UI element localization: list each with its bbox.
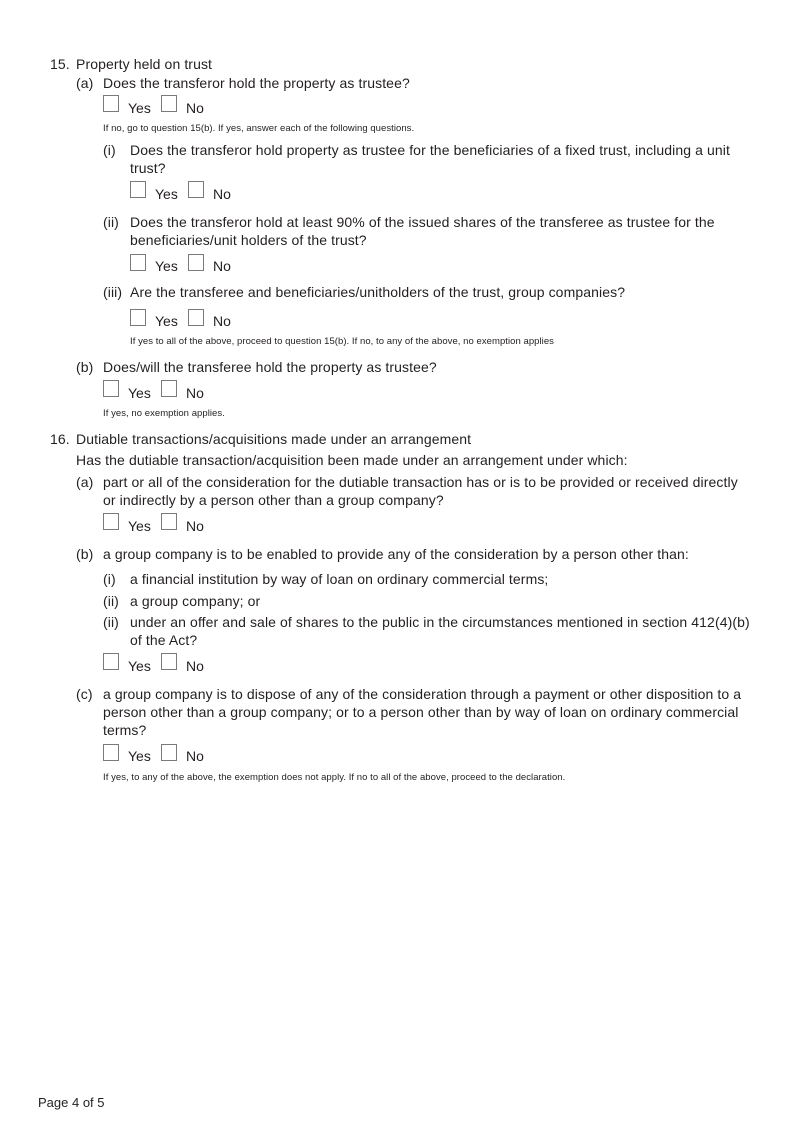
q16a-line1: part or all of the consideration for the dutiable transaction has or is to be provided or received directly — [103, 474, 738, 490]
q15aii-yes-checkbox[interactable] — [130, 254, 146, 271]
q16bii2-line1: under an offer and sale of shares to the public in the circumstances mentioned in section 412(4)(b) — [130, 614, 750, 630]
q16a-yes-label: Yes — [128, 518, 151, 534]
q16bii2-marker: (ii) — [103, 614, 119, 630]
q15ai-no-checkbox[interactable] — [188, 181, 204, 198]
q16a-no-checkbox[interactable] — [161, 513, 177, 530]
q15a-no-checkbox[interactable] — [161, 95, 177, 112]
q15aii-line2: beneficiaries/unit holders of the trust? — [130, 232, 367, 248]
q15aii-no-label: No — [213, 258, 231, 274]
q15a-yes-label: Yes — [128, 100, 151, 116]
q16a-yes-checkbox[interactable] — [103, 513, 119, 530]
q15ai-no-label: No — [213, 186, 231, 202]
q16c-marker: (c) — [76, 686, 93, 702]
q15b-yes-checkbox[interactable] — [103, 380, 119, 397]
q16bii-text: a group company; or — [130, 593, 261, 609]
q15aiii-no-label: No — [213, 313, 231, 329]
q16-intro: Has the dutiable transaction/acquisition been made under an arrangement under which: — [76, 452, 628, 468]
q16b-marker: (b) — [76, 546, 94, 562]
q15aii-no-checkbox[interactable] — [188, 254, 204, 271]
q16a-no-label: No — [186, 518, 204, 534]
q15ai-line1: Does the transferor hold property as trustee for the beneficiaries of a fixed trust, including a unit — [130, 142, 730, 158]
q15b-question: Does/will the transferee hold the property as trustee? — [103, 359, 437, 375]
q16c-line3: terms? — [103, 722, 147, 738]
q15a-marker: (a) — [76, 75, 94, 91]
q15aii-marker: (ii) — [103, 214, 119, 230]
q15ai-yes-checkbox[interactable] — [130, 181, 146, 198]
q15-number: 15. — [50, 56, 70, 72]
q16c-yes-checkbox[interactable] — [103, 744, 119, 761]
q15ai-yes-label: Yes — [155, 186, 178, 202]
q16c-line1: a group company is to dispose of any of the consideration through a payment or other disposition to a — [103, 686, 742, 702]
q16c-note: If yes, to any of the above, the exemption does not apply. If no to all of the above, proceed to the declaration. — [103, 772, 566, 783]
q15a-no-label: No — [186, 100, 204, 116]
q16bi-text: a financial institution by way of loan on ordinary commercial terms; — [130, 571, 549, 587]
q15-title: Property held on trust — [76, 56, 213, 72]
q16c-yes-label: Yes — [128, 748, 151, 764]
page-number: Page 4 of 5 — [38, 1095, 105, 1110]
q15aiii-line1: Are the transferee and beneficiaries/unitholders of the trust, group companies? — [130, 284, 626, 300]
q16c-line2: person other than a group company; or to a person other than by way of loan on ordinary commercial — [103, 704, 739, 720]
q15a-note: If no, go to question 15(b). If yes, answer each of the following questions. — [103, 123, 415, 134]
q15a-question: Does the transferor hold the property as trustee? — [103, 75, 410, 91]
q16-title: Dutiable transactions/acquisitions made under an arrangement — [76, 431, 472, 447]
q16b-yes-checkbox[interactable] — [103, 653, 119, 670]
q15ai-marker: (i) — [103, 142, 116, 158]
q15ai-line2: trust? — [130, 160, 166, 176]
q15aiii-yes-label: Yes — [155, 313, 178, 329]
q16b-line1: a group company is to be enabled to provide any of the consideration by a person other than: — [103, 546, 689, 562]
q16a-line2: or indirectly by a person other than a group company? — [103, 492, 444, 508]
q16bi-marker: (i) — [103, 571, 116, 587]
q15aiii-note: If yes to all of the above, proceed to question 15(b). If no, to any of the above, no exemption applies — [130, 336, 554, 347]
q15a-yes-checkbox[interactable] — [103, 95, 119, 112]
q16c-no-checkbox[interactable] — [161, 744, 177, 761]
q15aii-line1: Does the transferor hold at least 90% of the issued shares of the transferee as trustee for the — [130, 214, 715, 230]
q15b-no-label: No — [186, 385, 204, 401]
q16-number: 16. — [50, 431, 70, 447]
q15b-no-checkbox[interactable] — [161, 380, 177, 397]
q15aii-yes-label: Yes — [155, 258, 178, 274]
q15b-marker: (b) — [76, 359, 94, 375]
q16c-no-label: No — [186, 748, 204, 764]
q15aiii-yes-checkbox[interactable] — [130, 309, 146, 326]
q15aiii-no-checkbox[interactable] — [188, 309, 204, 326]
q16a-marker: (a) — [76, 474, 94, 490]
q16b-yes-label: Yes — [128, 658, 151, 674]
q16bii2-line2: of the Act? — [130, 632, 198, 648]
q16b-no-label: No — [186, 658, 204, 674]
q15aiii-marker: (iii) — [103, 284, 123, 300]
q15b-note: If yes, no exemption applies. — [103, 408, 225, 419]
q16bii-marker: (ii) — [103, 593, 119, 609]
q15b-yes-label: Yes — [128, 385, 151, 401]
q16b-no-checkbox[interactable] — [161, 653, 177, 670]
